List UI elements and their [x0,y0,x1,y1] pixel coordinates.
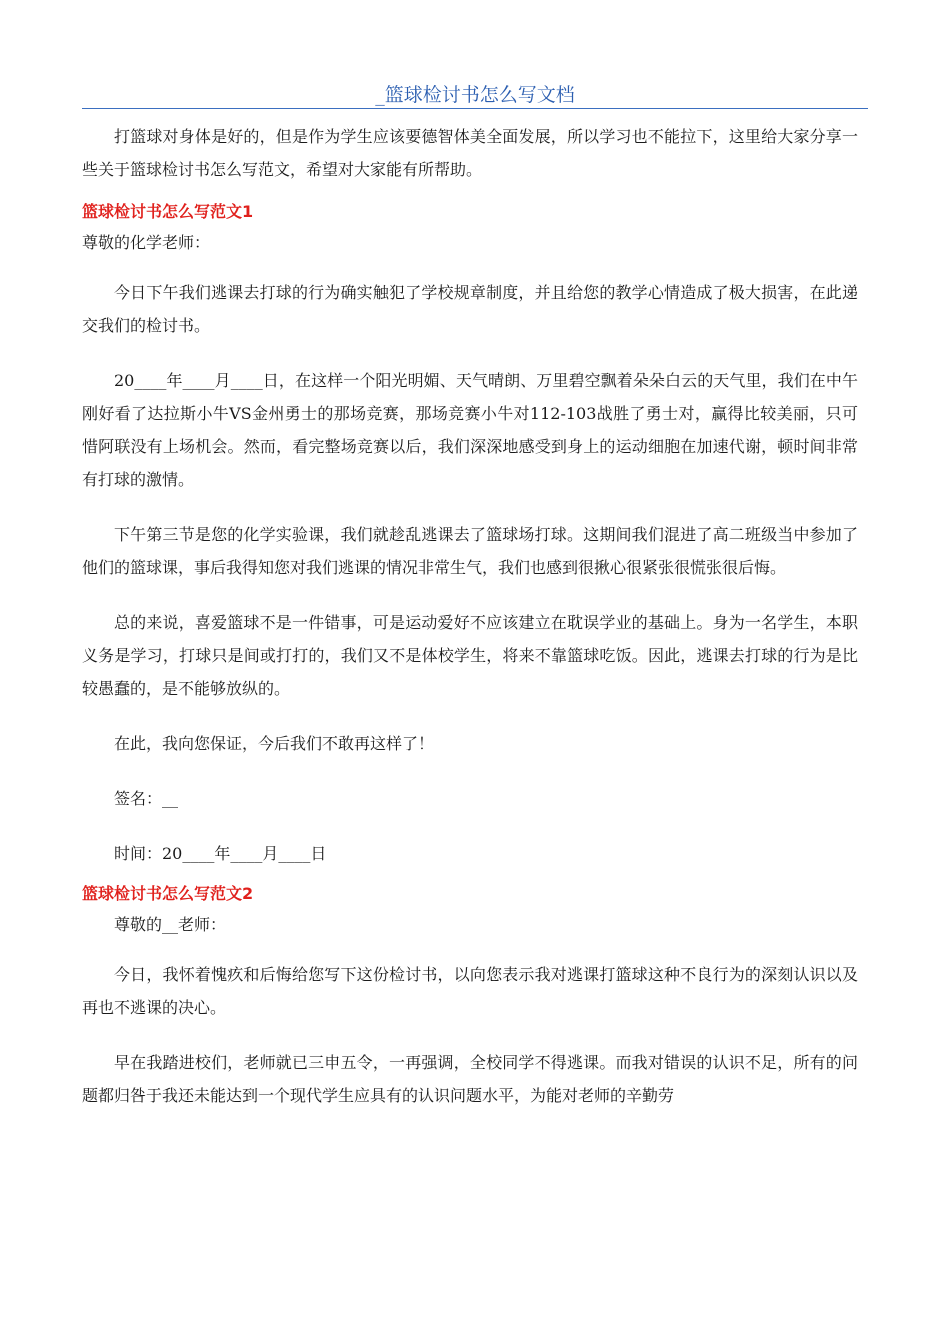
sample1-paragraph: 在此，我向您保证，今后我们不敢再这样了！ [114,734,435,753]
intro-paragraph: 打篮球对身体是好的，但是作为学生应该要德智体美全面发展，所以学习也不能拉下，这里给大家分享一些关于篮球检讨书怎么写范文，希望对大家能有所帮助。 [82,127,858,179]
sample1-paragraph: 今日下午我们逃课去打球的行为确实触犯了学校规章制度，并且给您的教学心情造成了极大损害，在此递交我们的检讨书。 [82,283,858,335]
sample2-paragraph: 早在我踏进校们，老师就已三申五令，一再强调，全校同学不得逃课。而我对错误的认识不足，所有的问题都归咎于我还未能达到一个现代学生应具有的认识问题水平，为能对老师的辛勤劳 [82,1053,858,1105]
sample1-paragraph: 20____年____月____日，在这样一个阳光明媚、天气晴朗、万里碧空飘着朵朵白云的天气里，我们在中午刚好看了达拉斯小牛VS金州勇士的那场竞赛，那场竞赛小牛对112-103战胜了勇士对，赢得比较美丽，只可惜阿联没有上场机会。然而，看完整场竞赛以后，我们深深地感受到身上的运动细胞在加速代谢，顿时间非常有打球的激情。 [82,371,858,489]
sample2-paragraph: 今日，我怀着愧疚和后悔给您写下这份检讨书，以向您表示我对逃课打篮球这种不良行为的深刻认识以及再也不逃课的决心。 [82,965,858,1017]
document-title: _篮球检讨书怎么写文档 [375,84,575,106]
sample1-paragraph: 总的来说，喜爱篮球不是一件错事，可是运动爱好不应该建立在耽误学业的基础上。身为一名学生，本职义务是学习，打球只是间或打打的，我们又不是体校学生，将来不靠篮球吃饭。因此，逃课去打球的行为是比较愚蠢的，是不能够放纵的。 [82,613,858,698]
sample2-salutation: 尊敬的__老师： [114,915,227,934]
sample1-salutation: 尊敬的化学老师： [82,233,211,252]
sample1-heading: 篮球检讨书怎么写范文1 [82,202,254,221]
sample2-heading: 篮球检讨书怎么写范文2 [82,884,254,903]
sample1-date: 时间：20____年____月____日 [114,844,327,863]
sample1-paragraph: 下午第三节是您的化学实验课，我们就趁乱逃课去了篮球场打球。这期间我们混进了高二班级当中参加了他们的篮球课，事后我得知您对我们逃课的情况非常生气，我们也感到很揪心很紧张很慌张很后悔。 [82,525,858,577]
document-body [82,120,858,1112]
title-underline [82,108,868,109]
sample1-signature: 签名：__ [114,789,179,808]
